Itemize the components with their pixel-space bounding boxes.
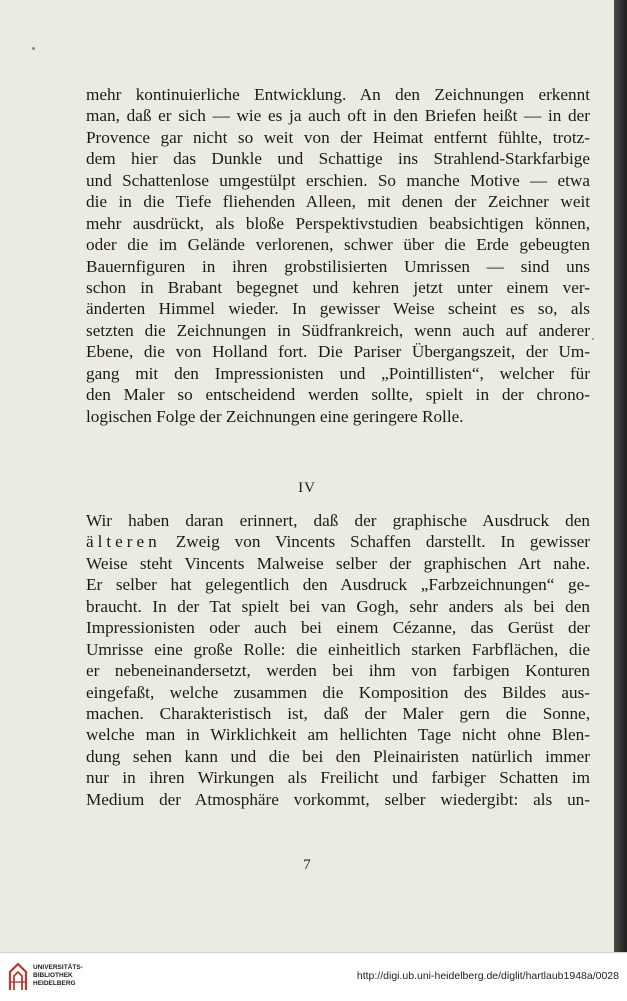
paragraph-2 bbox=[86, 510, 590, 810]
source-url-link[interactable]: http://digi.ub.uni-heidelberg.de/diglit/hartlaub1948a/0028 bbox=[356, 970, 619, 982]
text-line: Wir haben daran erinnert, daß der graphische Ausdruck den bbox=[86, 511, 590, 530]
text-line: dung sehen kann und die bei den Pleinairisten natürlich immer bbox=[86, 746, 590, 766]
text-line bbox=[86, 531, 590, 552]
text-line: Provence gar nicht so weit von der Heimat entfernt fühlte, trotz- bbox=[86, 127, 590, 147]
text-line: änderten Himmel wieder. In gewisser Weise scheint es so, als bbox=[86, 299, 590, 319]
text-line: Bauernfiguren in ihren grobstilisierten Umrissen — sind uns bbox=[86, 256, 590, 276]
text-line: Weise steht Vincents Malweise selber der graphischen Art nahe. bbox=[86, 553, 590, 573]
emphasized-word: älteren bbox=[86, 532, 161, 552]
section-heading: IV bbox=[298, 480, 316, 496]
text-line: er nebeneinandersetzt, werden bei ihm von farbigen Konturen bbox=[86, 661, 590, 681]
text-line: dem hier das Dunkle und Schattige ins Strahlend-Starkfarbige bbox=[86, 149, 590, 169]
text-line: setzten die Zeichnungen in Südfrankreich, wenn auch auf anderer bbox=[86, 320, 590, 340]
library-logo-icon bbox=[8, 962, 28, 992]
text-line: mehr ausdrückt, als bloße Perspektivstudien beabsichtigen können, bbox=[86, 213, 590, 233]
scan-speck bbox=[32, 47, 35, 50]
text-line: die in die Tiefe fliehenden Alleen, mit denen der Zeichner weit bbox=[86, 192, 590, 212]
text-line: und Schattenlose umgestülpt erschien. So manche Motive — etwa bbox=[86, 170, 590, 190]
text-line: gang mit den Impressionisten und „Pointillisten“, welcher für bbox=[86, 363, 590, 383]
page-number: 7 bbox=[303, 857, 311, 873]
text-line: Medium der Atmosphäre vorkommt, selber wiedergibt: als un- bbox=[86, 789, 590, 809]
text-line: Ebene, die von Holland fort. Die Pariser Übergangszeit, der Um- bbox=[86, 342, 590, 362]
text-line: machen. Charakteristisch ist, daß der Maler gern die Sonne, bbox=[86, 703, 590, 723]
text-line: braucht. In der Tat spielt bei van Gogh, sehr anders als bei den bbox=[86, 596, 590, 616]
text-line: Umrisse eine große Rolle: die einheitlich starken Farbflächen, die bbox=[86, 639, 590, 659]
library-name-line: HEIDELBERG bbox=[33, 980, 76, 987]
text-line: schon in Brabant begegnet und kehren jetzt unter einem ver- bbox=[86, 277, 590, 297]
text-line: logischen Folge der Zeichnungen eine geringere Rolle. bbox=[86, 406, 464, 426]
text-line: mehr kontinuierliche Entwicklung. An den Zeichnungen erkennt bbox=[86, 85, 590, 104]
text-line: welche man in Wirklichkeit am hellichten Tage nicht ohne Blen- bbox=[86, 725, 590, 745]
scan-speck bbox=[592, 338, 594, 340]
library-name-line: BIBLIOTHEK bbox=[33, 972, 73, 979]
text-line: man, daß er sich — wie es ja auch oft in den Briefen heißt — in der bbox=[86, 106, 590, 126]
library-name bbox=[33, 964, 83, 988]
text-line: Impressionisten oder auch bei einem Cézanne, das Gerüst der bbox=[86, 618, 590, 638]
paragraph-2-lines bbox=[86, 553, 590, 810]
paragraph-1 bbox=[86, 84, 590, 427]
text-line: den Maler so entscheidend werden sollte, spielt in der chrono- bbox=[86, 385, 590, 405]
text-line: eingefaßt, welche zusammen die Komposition des Bildes aus- bbox=[86, 682, 590, 702]
library-name-line: UNIVERSITÄTS- bbox=[33, 964, 83, 971]
footer-bar bbox=[0, 952, 627, 1001]
text-line: Er selber hat gelegentlich den Ausdruck „Farbzeichnungen“ ge- bbox=[86, 575, 590, 595]
scan-page-edge bbox=[614, 0, 627, 952]
text-line: nur in ihren Wirkungen als Freilicht und farbiger Schatten im bbox=[86, 768, 590, 788]
text-line-rest: Zweig von Vincents Schaffen darstellt. In gewisser bbox=[160, 532, 590, 552]
text-line: oder die im Gelände verlorenen, schwer über die Erde gebeugten bbox=[86, 235, 590, 255]
